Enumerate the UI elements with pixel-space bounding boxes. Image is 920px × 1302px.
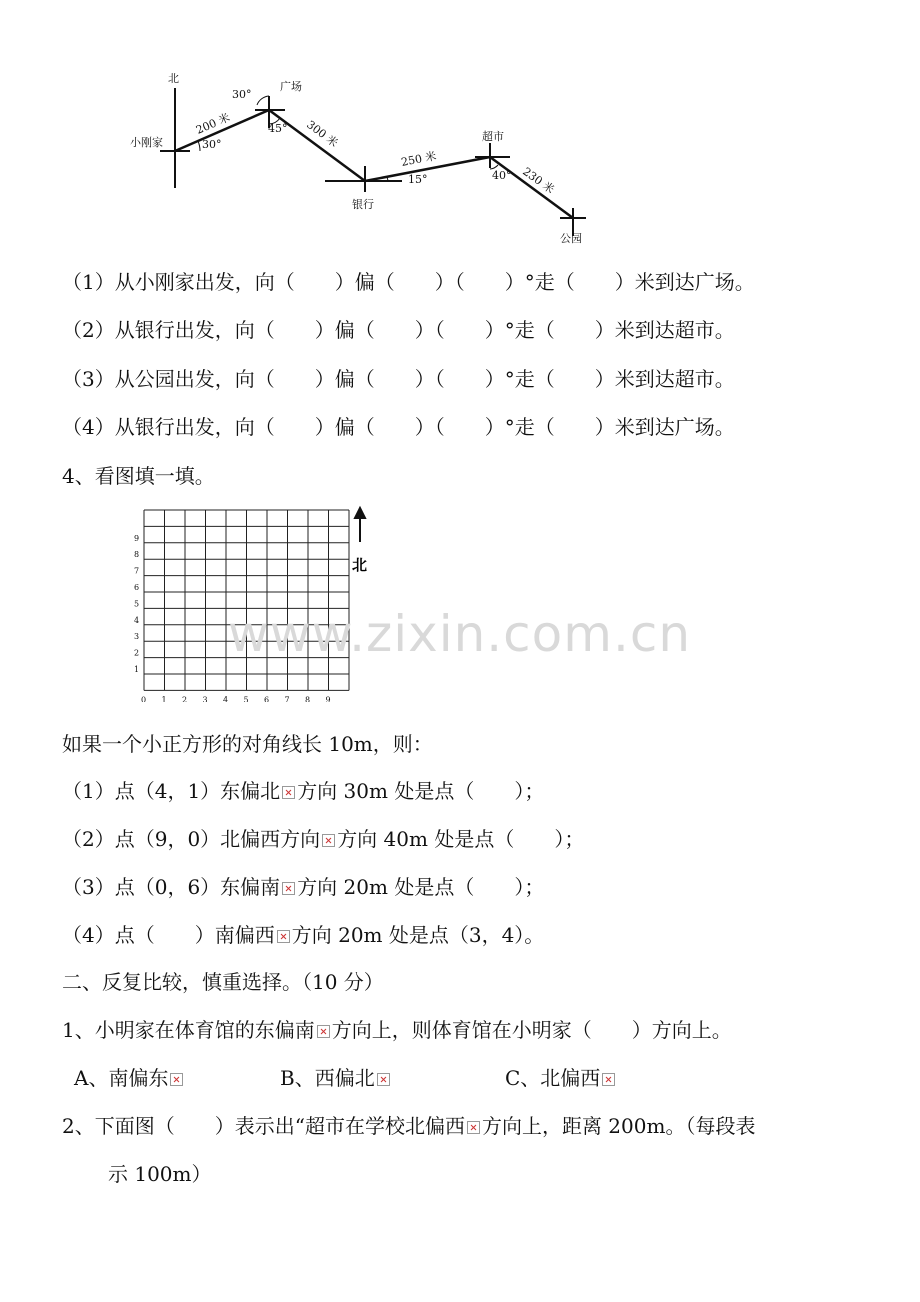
grid-y-label: 8 [134,550,140,560]
broken-image-icon [317,1025,330,1038]
grid-north-label: 北 [352,556,368,574]
grid-y-label: 9 [134,533,140,543]
seg4-distance: 230 米 [520,164,557,197]
angle-bank: 15° [408,173,428,186]
square-label: 广场 [280,80,302,93]
s2-question-2-cont: 示 100m） [108,1162,212,1186]
angle-home: 30° [202,138,222,151]
q3-line-4: （4）从银行出发，向（ ）偏（ ）（ ）°走（ ）米到达广场。 [62,415,735,439]
seg3-distance: 250 米 [400,149,438,169]
grid-x-label: 4 [223,695,229,702]
coordinate-grid [128,502,378,702]
s2-option-b: B、西偏北 [280,1062,392,1091]
broken-image-icon [277,930,290,943]
q4-item-2: （2）点（9，0）北偏西方向 方向 40m 处是点（ ）； [62,827,585,851]
grid-x-label: 0 [141,695,147,702]
grid-x-label: 2 [182,695,188,702]
angle-square-bottom: 45° [268,122,288,135]
grid-y-label: 7 [134,566,140,576]
s2-option-a: A、南偏东 [74,1062,185,1091]
grid-y-label: 5 [134,599,140,609]
q3-line-1: （1）从小刚家出发，向（ ）偏（ ）（ ）°走（ ）米到达广场。 [62,270,755,294]
grid-x-label: 1 [161,695,167,702]
q3-line-2: （2）从银行出发，向（ ）偏（ ）（ ）°走（ ）米到达超市。 [62,318,735,342]
watermark: www.zixin.com.cn [228,605,692,663]
grid-y-label: 1 [134,665,140,674]
home-label: 小刚家 [130,136,163,149]
broken-image-icon [322,834,335,847]
seg1-distance: 200 米 [194,110,232,137]
bank-label: 银行 [352,198,374,211]
angle-square-top: 30° [232,88,252,101]
market-label: 超市 [482,130,504,143]
north-label: 北 [168,72,179,85]
s2-question-2: 2、下面图（ ）表示出“超市在学校北偏西 方向上，距离 200m。（每段表 [62,1114,756,1138]
grid-y-label: 2 [134,648,140,658]
route-map [120,68,600,248]
q4-item-1: （1）点（4，1）东偏北 方向 30m 处是点（ ）； [62,779,545,803]
angle-market: 40° [492,169,512,182]
s2-option-c: C、北偏西 [505,1062,617,1091]
grid-x-label: 8 [305,695,311,702]
broken-image-icon [170,1073,183,1086]
q3-line-3: （3）从公园出发，向（ ）偏（ ）（ ）°走（ ）米到达超市。 [62,367,735,391]
grid-x-label: 9 [325,695,331,702]
broken-image-icon [282,882,295,895]
q4-item-3: （3）点（0，6）东偏南 方向 20m 处是点（ ）； [62,875,545,899]
grid-x-label: 5 [243,695,249,702]
broken-image-icon [467,1121,480,1134]
seg2-distance: 300 米 [304,118,341,150]
broken-image-icon [282,786,295,799]
grid-intro: 如果一个小正方形的对角线长 10m，则： [62,732,433,756]
s2-question-1: 1、小明家在体育馆的东偏南 方向上，则体育馆在小明家（ ）方向上。 [62,1018,732,1042]
grid-y-label: 4 [134,615,140,625]
q4-title: 4、看图填一填。 [62,464,215,488]
grid-y-label: 3 [134,632,140,642]
park-label: 公园 [560,232,582,245]
broken-image-icon [377,1073,390,1086]
north-arrow-head [355,508,365,518]
segment-market-park [490,157,573,218]
grid-x-label: 7 [284,695,290,702]
broken-image-icon [602,1073,615,1086]
grid-x-label: 3 [202,695,208,702]
section2-title: 二、反复比较，慎重选择。（10 分） [62,970,384,994]
grid-y-label: 6 [134,583,140,592]
q4-item-4: （4）点（ ）南偏西 方向 20m 处是点（3，4）。 [62,923,545,947]
grid-x-label: 6 [264,695,270,702]
